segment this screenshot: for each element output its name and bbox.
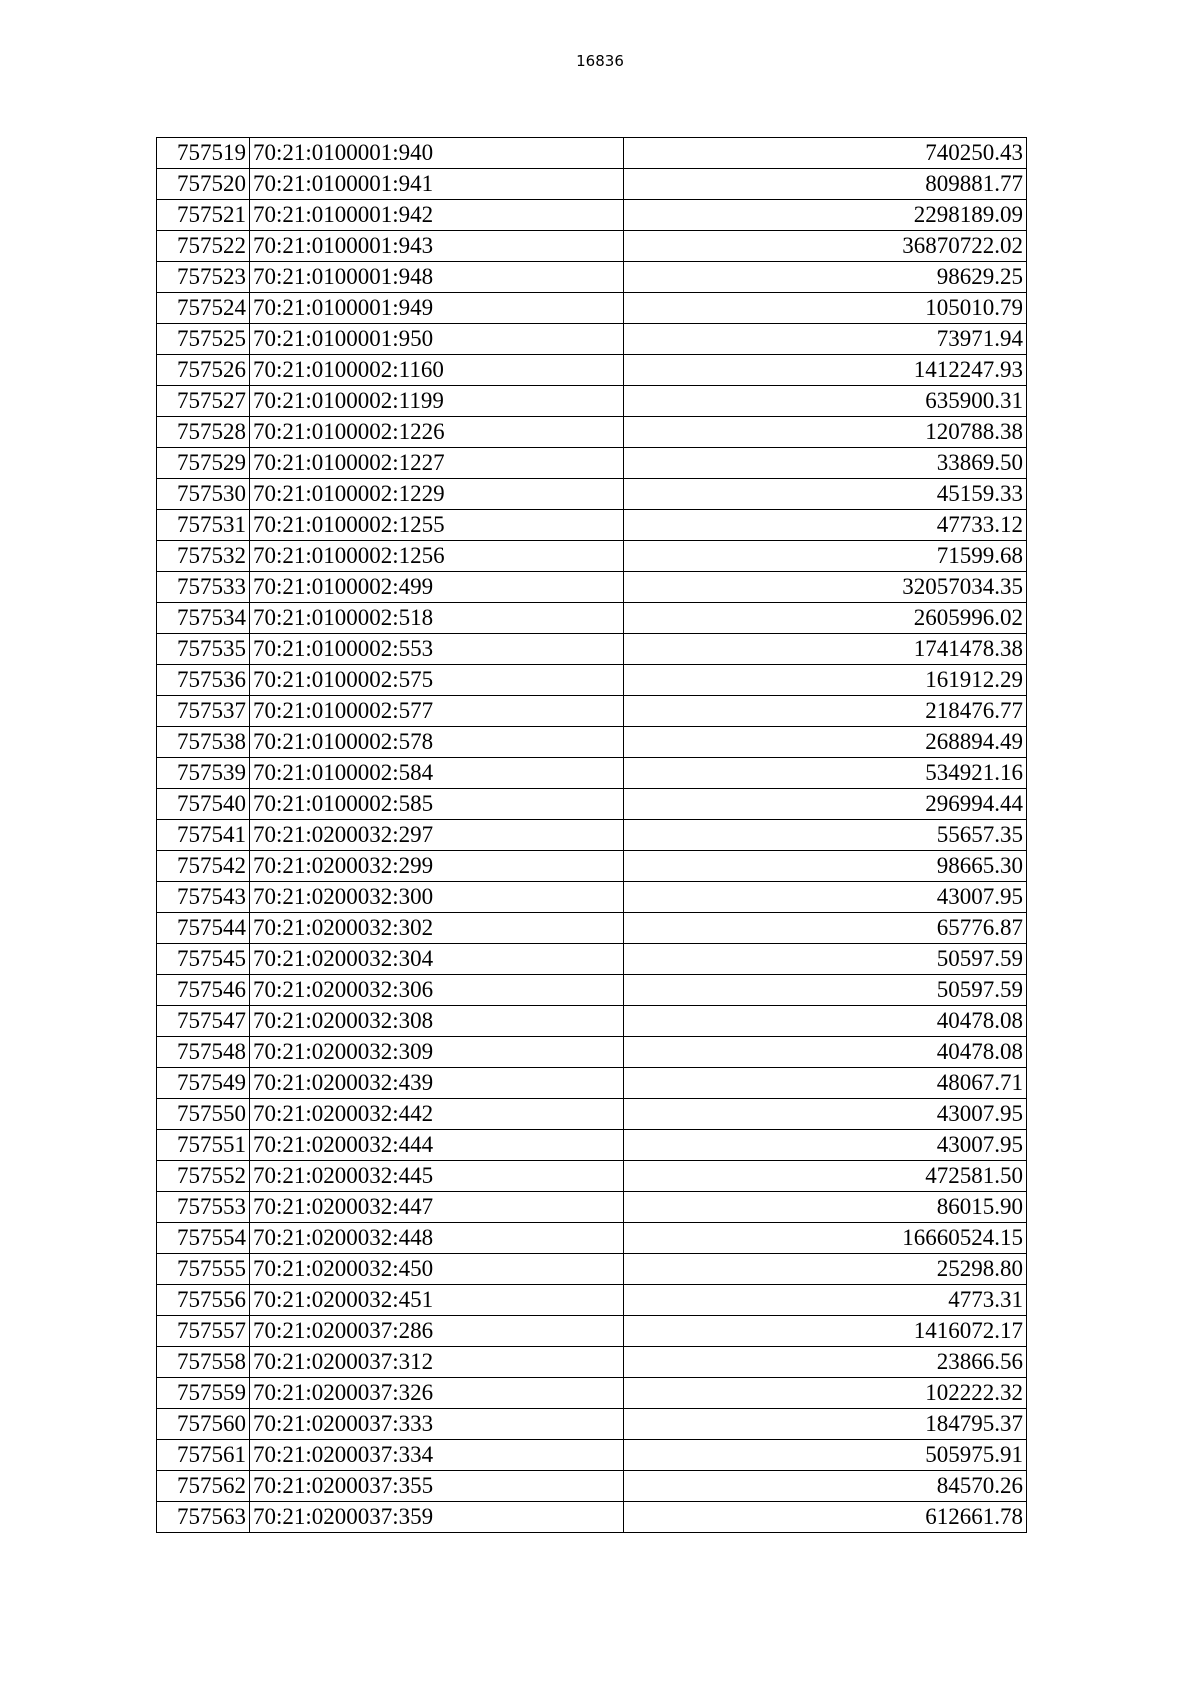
table-row: [157, 1378, 1027, 1409]
table-row: [157, 479, 1027, 510]
table-row: [157, 1347, 1027, 1378]
cadastral-value-cell: 23866.56: [624, 1347, 1027, 1378]
cadastral-value-cell: 612661.78: [624, 1502, 1027, 1533]
row-number-cell: 757533: [157, 572, 250, 603]
row-number-cell: 757531: [157, 510, 250, 541]
cadastral-value-cell: 84570.26: [624, 1471, 1027, 1502]
row-number-cell: 757523: [157, 262, 250, 293]
cadastral-value-cell: 534921.16: [624, 758, 1027, 789]
cadastral-number-cell: 70:21:0100002:1256: [250, 541, 624, 572]
table-row: [157, 262, 1027, 293]
row-number-cell: 757557: [157, 1316, 250, 1347]
cadastral-value-cell: 2605996.02: [624, 603, 1027, 634]
row-number-cell: 757532: [157, 541, 250, 572]
cadastral-number-cell: 70:21:0200037:355: [250, 1471, 624, 1502]
cadastral-number-cell: 70:21:0200032:306: [250, 975, 624, 1006]
row-number-cell: 757521: [157, 200, 250, 231]
cadastral-number-cell: 70:21:0100002:577: [250, 696, 624, 727]
row-number-cell: 757547: [157, 1006, 250, 1037]
cadastral-value-cell: 505975.91: [624, 1440, 1027, 1471]
cadastral-value-cell: 105010.79: [624, 293, 1027, 324]
row-number-cell: 757554: [157, 1223, 250, 1254]
row-number-cell: 757528: [157, 417, 250, 448]
cadastral-value-cell: 50597.59: [624, 975, 1027, 1006]
cadastral-number-cell: 70:21:0100001:941: [250, 169, 624, 200]
cadastral-value-cell: 472581.50: [624, 1161, 1027, 1192]
table-row: [157, 851, 1027, 882]
table-row: [157, 355, 1027, 386]
cadastral-number-cell: 70:21:0100002:518: [250, 603, 624, 634]
row-number-cell: 757538: [157, 727, 250, 758]
cadastral-number-cell: 70:21:0200037:333: [250, 1409, 624, 1440]
row-number-cell: 757540: [157, 789, 250, 820]
cadastral-value-cell: 218476.77: [624, 696, 1027, 727]
table-row: [157, 758, 1027, 789]
table-row: [157, 1316, 1027, 1347]
cadastral-number-cell: 70:21:0200032:304: [250, 944, 624, 975]
cadastral-value-cell: 71599.68: [624, 541, 1027, 572]
row-number-cell: 757522: [157, 231, 250, 262]
cadastral-value-cell: 40478.08: [624, 1006, 1027, 1037]
table-row: [157, 572, 1027, 603]
table-row: [157, 913, 1027, 944]
cadastral-number-cell: 70:21:0100001:949: [250, 293, 624, 324]
cadastral-value-cell: 50597.59: [624, 944, 1027, 975]
cadastral-number-cell: 70:21:0200037:359: [250, 1502, 624, 1533]
cadastral-value-cell: 43007.95: [624, 1130, 1027, 1161]
table-row: [157, 138, 1027, 169]
table-row: [157, 1006, 1027, 1037]
cadastral-value-cell: 809881.77: [624, 169, 1027, 200]
row-number-cell: 757526: [157, 355, 250, 386]
row-number-cell: 757552: [157, 1161, 250, 1192]
cadastral-value-cell: 2298189.09: [624, 200, 1027, 231]
table-row: [157, 1254, 1027, 1285]
table-row: [157, 634, 1027, 665]
cadastral-number-cell: 70:21:0100002:499: [250, 572, 624, 603]
row-number-cell: 757534: [157, 603, 250, 634]
row-number-cell: 757555: [157, 1254, 250, 1285]
cadastral-number-cell: 70:21:0200032:299: [250, 851, 624, 882]
cadastral-number-cell: 70:21:0100002:585: [250, 789, 624, 820]
table-row: [157, 1161, 1027, 1192]
cadastral-value-cell: 102222.32: [624, 1378, 1027, 1409]
table-row: [157, 293, 1027, 324]
cadastral-value-cell: 296994.44: [624, 789, 1027, 820]
cadastral-value-cell: 33869.50: [624, 448, 1027, 479]
table-row: [157, 510, 1027, 541]
cadastral-number-cell: 70:21:0200032:439: [250, 1068, 624, 1099]
table-row: [157, 541, 1027, 572]
cadastral-value-cell: 161912.29: [624, 665, 1027, 696]
table-row: [157, 1099, 1027, 1130]
row-number-cell: 757524: [157, 293, 250, 324]
table-row: [157, 1285, 1027, 1316]
table-row: [157, 1130, 1027, 1161]
cadastral-number-cell: 70:21:0100002:553: [250, 634, 624, 665]
cadastral-value-cell: 635900.31: [624, 386, 1027, 417]
cadastral-value-cell: 45159.33: [624, 479, 1027, 510]
cadastral-value-cell: 740250.43: [624, 138, 1027, 169]
cadastral-value-cell: 1741478.38: [624, 634, 1027, 665]
row-number-cell: 757537: [157, 696, 250, 727]
row-number-cell: 757546: [157, 975, 250, 1006]
table-row: [157, 1440, 1027, 1471]
cadastral-value-cell: 98665.30: [624, 851, 1027, 882]
cadastral-number-cell: 70:21:0200032:302: [250, 913, 624, 944]
cadastral-value-cell: 36870722.02: [624, 231, 1027, 262]
row-number-cell: 757530: [157, 479, 250, 510]
table-row: [157, 882, 1027, 913]
table-row: [157, 1068, 1027, 1099]
table-body: [157, 138, 1027, 1533]
cadastral-number-cell: 70:21:0100002:1226: [250, 417, 624, 448]
table-row: [157, 665, 1027, 696]
cadastral-number-cell: 70:21:0200032:451: [250, 1285, 624, 1316]
table-row: [157, 1409, 1027, 1440]
cadastral-number-cell: 70:21:0200032:450: [250, 1254, 624, 1285]
cadastral-value-cell: 86015.90: [624, 1192, 1027, 1223]
table-row: [157, 1192, 1027, 1223]
cadastral-value-cell: 55657.35: [624, 820, 1027, 851]
cadastral-number-cell: 70:21:0200032:447: [250, 1192, 624, 1223]
table-row: [157, 789, 1027, 820]
row-number-cell: 757560: [157, 1409, 250, 1440]
cadastral-number-cell: 70:21:0200037:286: [250, 1316, 624, 1347]
cadastral-number-cell: 70:21:0100002:1227: [250, 448, 624, 479]
table-row: [157, 386, 1027, 417]
row-number-cell: 757527: [157, 386, 250, 417]
cadastral-value-cell: 25298.80: [624, 1254, 1027, 1285]
cadastral-value-cell: 32057034.35: [624, 572, 1027, 603]
cadastral-value-cell: 98629.25: [624, 262, 1027, 293]
cadastral-value-cell: 43007.95: [624, 882, 1027, 913]
row-number-cell: 757542: [157, 851, 250, 882]
row-number-cell: 757544: [157, 913, 250, 944]
cadastral-number-cell: 70:21:0200032:445: [250, 1161, 624, 1192]
table-row: [157, 231, 1027, 262]
row-number-cell: 757549: [157, 1068, 250, 1099]
cadastral-number-cell: 70:21:0100001:940: [250, 138, 624, 169]
cadastral-value-table: [156, 137, 1027, 1533]
cadastral-number-cell: 70:21:0200032:308: [250, 1006, 624, 1037]
cadastral-number-cell: 70:21:0100001:943: [250, 231, 624, 262]
cadastral-number-cell: 70:21:0200037:312: [250, 1347, 624, 1378]
table-row: [157, 417, 1027, 448]
cadastral-number-cell: 70:21:0100002:1199: [250, 386, 624, 417]
cadastral-number-cell: 70:21:0100001:948: [250, 262, 624, 293]
row-number-cell: 757520: [157, 169, 250, 200]
cadastral-number-cell: 70:21:0100002:578: [250, 727, 624, 758]
cadastral-number-cell: 70:21:0100002:584: [250, 758, 624, 789]
cadastral-number-cell: 70:21:0200032:442: [250, 1099, 624, 1130]
cadastral-number-cell: 70:21:0200032:448: [250, 1223, 624, 1254]
row-number-cell: 757559: [157, 1378, 250, 1409]
table-row: [157, 1471, 1027, 1502]
cadastral-number-cell: 70:21:0100002:1160: [250, 355, 624, 386]
row-number-cell: 757550: [157, 1099, 250, 1130]
cadastral-value-cell: 43007.95: [624, 1099, 1027, 1130]
table-row: [157, 1037, 1027, 1068]
cadastral-value-cell: 1412247.93: [624, 355, 1027, 386]
cadastral-number-cell: 70:21:0100002:1229: [250, 479, 624, 510]
table-row: [157, 603, 1027, 634]
table-row: [157, 727, 1027, 758]
cadastral-number-cell: 70:21:0200032:300: [250, 882, 624, 913]
cadastral-value-cell: 65776.87: [624, 913, 1027, 944]
cadastral-value-cell: 48067.71: [624, 1068, 1027, 1099]
row-number-cell: 757535: [157, 634, 250, 665]
table-row: [157, 975, 1027, 1006]
cadastral-number-cell: 70:21:0200032:309: [250, 1037, 624, 1068]
table-row: [157, 169, 1027, 200]
row-number-cell: 757558: [157, 1347, 250, 1378]
row-number-cell: 757519: [157, 138, 250, 169]
table-row: [157, 696, 1027, 727]
row-number-cell: 757525: [157, 324, 250, 355]
row-number-cell: 757548: [157, 1037, 250, 1068]
cadastral-value-cell: 73971.94: [624, 324, 1027, 355]
cadastral-number-cell: 70:21:0100002:1255: [250, 510, 624, 541]
cadastral-number-cell: 70:21:0200037:334: [250, 1440, 624, 1471]
cadastral-number-cell: 70:21:0100002:575: [250, 665, 624, 696]
cadastral-value-cell: 1416072.17: [624, 1316, 1027, 1347]
page-number: 16836: [576, 52, 624, 70]
row-number-cell: 757553: [157, 1192, 250, 1223]
cadastral-number-cell: 70:21:0100001:950: [250, 324, 624, 355]
table-row: [157, 944, 1027, 975]
row-number-cell: 757529: [157, 448, 250, 479]
row-number-cell: 757545: [157, 944, 250, 975]
cadastral-number-cell: 70:21:0100001:942: [250, 200, 624, 231]
row-number-cell: 757556: [157, 1285, 250, 1316]
cadastral-number-cell: 70:21:0200032:444: [250, 1130, 624, 1161]
cadastral-number-cell: 70:21:0200032:297: [250, 820, 624, 851]
table-row: [157, 200, 1027, 231]
table-row: [157, 820, 1027, 851]
row-number-cell: 757563: [157, 1502, 250, 1533]
cadastral-value-cell: 4773.31: [624, 1285, 1027, 1316]
row-number-cell: 757543: [157, 882, 250, 913]
row-number-cell: 757541: [157, 820, 250, 851]
table-row: [157, 1223, 1027, 1254]
table-row: [157, 1502, 1027, 1533]
row-number-cell: 757562: [157, 1471, 250, 1502]
row-number-cell: 757536: [157, 665, 250, 696]
row-number-cell: 757539: [157, 758, 250, 789]
table-row: [157, 324, 1027, 355]
row-number-cell: 757551: [157, 1130, 250, 1161]
cadastral-value-cell: 47733.12: [624, 510, 1027, 541]
cadastral-value-cell: 184795.37: [624, 1409, 1027, 1440]
cadastral-number-cell: 70:21:0200037:326: [250, 1378, 624, 1409]
cadastral-value-cell: 40478.08: [624, 1037, 1027, 1068]
cadastral-value-cell: 16660524.15: [624, 1223, 1027, 1254]
cadastral-value-cell: 268894.49: [624, 727, 1027, 758]
table-row: [157, 448, 1027, 479]
cadastral-value-cell: 120788.38: [624, 417, 1027, 448]
row-number-cell: 757561: [157, 1440, 250, 1471]
